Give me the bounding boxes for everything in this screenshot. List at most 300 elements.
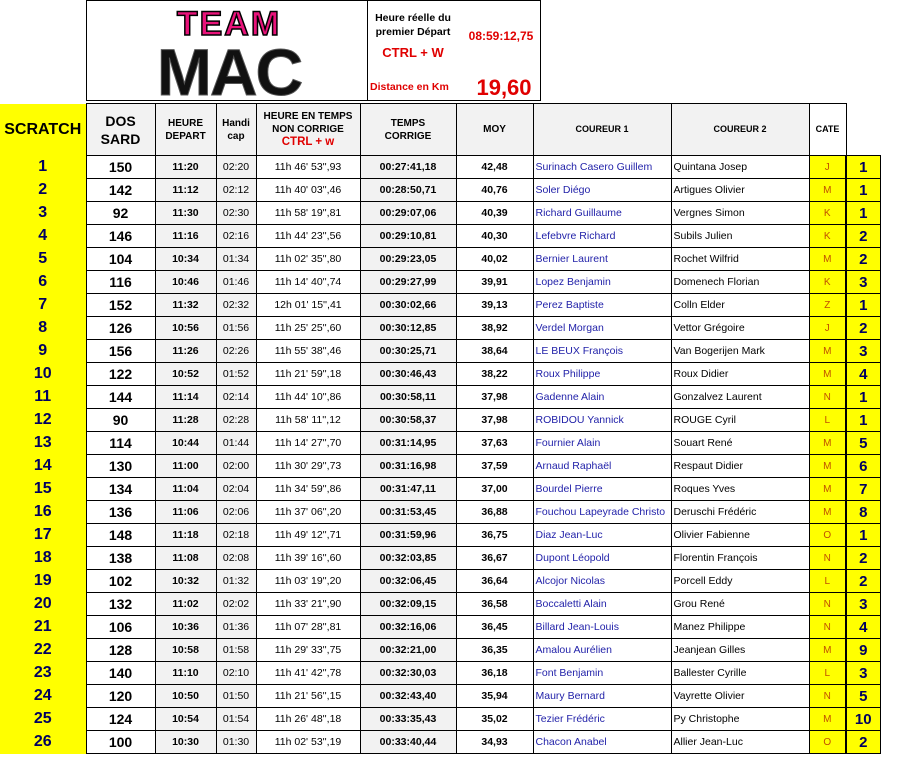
heure-depart-cell: 11:08 [155,547,216,570]
temps-corrige-cell: 00:27:41,18 [360,156,456,179]
coureur-1-cell: Bourdel Pierre [533,478,671,501]
scratch-rank-cell: 14 [0,455,86,478]
coureur-2-cell: Deruschi Frédéric [671,501,809,524]
scratch-rank-cell: 17 [0,524,86,547]
categorie-cell: J [809,317,846,340]
categorie-cell: K [809,271,846,294]
temps-corrige-cell: 00:32:21,00 [360,639,456,662]
categorie-cell: K [809,202,846,225]
temps-non-corrige-cell: 11h 07' 28'',81 [256,616,360,639]
temps-non-corrige-cell: 11h 44' 10'',86 [256,386,360,409]
dossard-cell: 122 [86,363,155,386]
temps-corrige-cell: 00:31:59,96 [360,524,456,547]
categorie-cell: M [809,478,846,501]
category-rank-cell: 4 [846,616,880,639]
coureur-2-cell: Florentin François [671,547,809,570]
temps-non-corrige-cell: 11h 25' 25'',60 [256,317,360,340]
temps-non-corrige-cell: 11h 40' 03'',46 [256,179,360,202]
table-row [0,708,880,731]
coureur-2-cell: Rochet Wilfrid [671,248,809,271]
scratch-rank-cell: 4 [0,225,86,248]
handicap-cell: 02:30 [216,202,256,225]
heure-depart-cell: 10:32 [155,570,216,593]
coureur-1-cell: Font Benjamin [533,662,671,685]
heure-depart-cell: 10:50 [155,685,216,708]
temps-corrige-cell: 00:32:16,06 [360,616,456,639]
heure-depart-cell: 11:04 [155,478,216,501]
scratch-rank-cell: 21 [0,616,86,639]
scratch-rank-cell: 20 [0,593,86,616]
temps-corrige-cell: 00:33:35,43 [360,708,456,731]
coureur-1-cell: Roux Philippe [533,363,671,386]
ctrl-w-label: CTRL + W [382,45,444,60]
category-rank-cell: 2 [846,547,880,570]
scratch-rank-cell: 15 [0,478,86,501]
heure-depart-cell: 10:56 [155,317,216,340]
coureur-1-cell: Lopez Benjamin [533,271,671,294]
table-row [0,156,880,179]
race-info-box [368,0,541,101]
coureur-2-cell: Subils Julien [671,225,809,248]
heure-depart-cell: 11:26 [155,340,216,363]
coureur-1-cell: Chacon Anabel [533,731,671,754]
col-header-heure-depart: HEURE DEPART [155,104,216,156]
coureur-1-cell: Billard Jean-Louis [533,616,671,639]
table-row [0,524,880,547]
temps-corrige-cell: 00:31:16,98 [360,455,456,478]
categorie-cell: O [809,731,846,754]
category-rank-cell: 3 [846,271,880,294]
coureur-1-cell: Lefebvre Richard [533,225,671,248]
scratch-rank-cell: 11 [0,386,86,409]
handicap-cell: 01:56 [216,317,256,340]
handicap-cell: 01:36 [216,616,256,639]
categorie-cell: Z [809,294,846,317]
heure-depart-cell: 10:36 [155,616,216,639]
temps-non-corrige-cell: 11h 39' 16'',60 [256,547,360,570]
distance-value: 19,60 [476,75,532,100]
handicap-cell: 02:00 [216,455,256,478]
temps-non-corrige-cell: 11h 44' 23'',56 [256,225,360,248]
category-rank-cell: 3 [846,340,880,363]
handicap-cell: 02:06 [216,501,256,524]
moyenne-cell: 39,13 [456,294,533,317]
coureur-2-cell: Vettor Grégoire [671,317,809,340]
scratch-rank-cell: 16 [0,501,86,524]
moyenne-cell: 40,76 [456,179,533,202]
temps-non-corrige-cell: 11h 30' 29'',73 [256,455,360,478]
dossard-cell: 104 [86,248,155,271]
heure-depart-cell: 11:02 [155,593,216,616]
moyenne-cell: 36,18 [456,662,533,685]
table-row [0,271,880,294]
table-row [0,409,880,432]
temps-non-corrige-cell: 11h 21' 59'',18 [256,363,360,386]
first-start-value: 08:59:12,75 [468,29,534,43]
coureur-1-cell: Fouchou Lapeyrade Christo [533,501,671,524]
categorie-cell: M [809,179,846,202]
temps-non-corrige-cell: 11h 33' 21'',90 [256,593,360,616]
category-rank-cell: 1 [846,409,880,432]
categorie-cell: M [809,501,846,524]
handicap-cell: 02:08 [216,547,256,570]
category-rank-cell: 4 [846,363,880,386]
coureur-1-cell: Gadenne Alain [533,386,671,409]
scratch-rank-cell: 23 [0,662,86,685]
handicap-cell: 01:58 [216,639,256,662]
dossard-cell: 128 [86,639,155,662]
temps-corrige-cell: 00:32:09,15 [360,593,456,616]
categorie-cell: N [809,547,846,570]
temps-corrige-cell: 00:32:06,45 [360,570,456,593]
coureur-1-cell: Surinach Casero Guillem [533,156,671,179]
moyenne-cell: 36,45 [456,616,533,639]
scratch-rank-cell: 6 [0,271,86,294]
categorie-cell: N [809,386,846,409]
temps-non-corrige-cell: 11h 14' 27'',70 [256,432,360,455]
scratch-rank-cell: 25 [0,708,86,731]
coureur-2-cell: Ballester Cyrille [671,662,809,685]
coureur-2-cell: Manez Philippe [671,616,809,639]
table-row [0,248,880,271]
temps-corrige-cell: 00:32:43,40 [360,685,456,708]
temps-corrige-cell: 00:29:23,05 [360,248,456,271]
scratch-rank-cell: 13 [0,432,86,455]
category-rank-cell: 6 [846,455,880,478]
coureur-1-cell: Maury Bernard [533,685,671,708]
table-row [0,432,880,455]
handicap-cell: 01:52 [216,363,256,386]
heure-depart-cell: 10:52 [155,363,216,386]
table-row [0,179,880,202]
temps-non-corrige-cell: 11h 49' 12'',71 [256,524,360,547]
moyenne-cell: 36,75 [456,524,533,547]
coureur-2-cell: Colln Elder [671,294,809,317]
moyenne-cell: 36,67 [456,547,533,570]
temps-non-corrige-cell: 12h 01' 15'',41 [256,294,360,317]
heure-depart-cell: 11:14 [155,386,216,409]
first-start-label: Heure réelle du premier Départ [375,12,451,38]
category-rank-cell: 2 [846,731,880,754]
handicap-cell: 02:28 [216,409,256,432]
moyenne-cell: 42,48 [456,156,533,179]
coureur-2-cell: Porcell Eddy [671,570,809,593]
col-header-dossard: DOS SARD [86,104,155,156]
temps-corrige-cell: 00:30:58,37 [360,409,456,432]
dossard-cell: 90 [86,409,155,432]
heure-depart-cell: 10:54 [155,708,216,731]
handicap-cell: 01:50 [216,685,256,708]
table-row [0,340,880,363]
dossard-cell: 132 [86,593,155,616]
category-rank-cell: 1 [846,202,880,225]
handicap-cell: 02:32 [216,294,256,317]
scratch-rank-cell: 22 [0,639,86,662]
temps-corrige-cell: 00:32:30,03 [360,662,456,685]
category-rank-cell: 1 [846,524,880,547]
table-row [0,317,880,340]
temps-corrige-cell: 00:31:53,45 [360,501,456,524]
heure-depart-cell: 11:30 [155,202,216,225]
heure-depart-cell: 11:06 [155,501,216,524]
dossard-cell: 150 [86,156,155,179]
category-rank-cell: 9 [846,639,880,662]
temps-corrige-cell: 00:33:40,44 [360,731,456,754]
moyenne-cell: 37,63 [456,432,533,455]
temps-corrige-cell: 00:29:10,81 [360,225,456,248]
moyenne-cell: 38,64 [456,340,533,363]
dossard-cell: 102 [86,570,155,593]
handicap-cell: 01:46 [216,271,256,294]
moyenne-cell: 38,92 [456,317,533,340]
temps-non-corrige-cell: 11h 58' 11'',12 [256,409,360,432]
header [0,0,900,103]
scratch-rank-cell: 7 [0,294,86,317]
temps-non-corrige-cell: 11h 41' 42'',78 [256,662,360,685]
logo-graphic [111,5,347,98]
dossard-cell: 136 [86,501,155,524]
dossard-cell: 130 [86,455,155,478]
coureur-2-cell: Domenech Florian [671,271,809,294]
coureur-2-cell: Olivier Fabienne [671,524,809,547]
col-header-temps-corrige: TEMPS CORRIGE [360,104,456,156]
scratch-rank-cell: 19 [0,570,86,593]
temps-corrige-cell: 00:29:07,06 [360,202,456,225]
coureur-2-cell: Roques Yves [671,478,809,501]
coureur-1-cell: Verdel Morgan [533,317,671,340]
table-row [0,202,880,225]
dossard-cell: 152 [86,294,155,317]
heure-depart-cell: 11:28 [155,409,216,432]
category-rank-cell: 2 [846,225,880,248]
categorie-cell: J [809,156,846,179]
category-rank-cell: 2 [846,570,880,593]
dossard-cell: 142 [86,179,155,202]
coureur-1-cell: Perez Baptiste [533,294,671,317]
coureur-2-cell: Grou René [671,593,809,616]
results-table [0,103,881,754]
coureur-1-cell: Soler Diégo [533,179,671,202]
moyenne-cell: 40,02 [456,248,533,271]
coureur-1-cell: Boccaletti Alain [533,593,671,616]
category-rank-cell: 1 [846,179,880,202]
coureur-1-cell: Dupont Léopold [533,547,671,570]
dossard-cell: 124 [86,708,155,731]
handicap-cell: 02:04 [216,478,256,501]
handicap-cell: 02:16 [216,225,256,248]
moyenne-cell: 36,64 [456,570,533,593]
temps-non-corrige-cell: 11h 26' 48'',18 [256,708,360,731]
table-row [0,639,880,662]
category-rank-cell: 5 [846,685,880,708]
coureur-2-cell: Vergnes Simon [671,202,809,225]
coureur-1-cell: Fournier Alain [533,432,671,455]
table-row [0,570,880,593]
temps-non-corrige-cell: 11h 55' 38'',46 [256,340,360,363]
scratch-rank-cell: 12 [0,409,86,432]
handicap-cell: 01:44 [216,432,256,455]
category-rank-cell: 1 [846,156,880,179]
scratch-rank-cell: 18 [0,547,86,570]
coureur-1-cell: Tezier Frédéric [533,708,671,731]
scratch-rank-cell: 26 [0,731,86,754]
temps-non-corrige-cell: 11h 02' 53'',19 [256,731,360,754]
coureur-1-cell: Diaz Jean-Luc [533,524,671,547]
coureur-2-cell: Respaut Didier [671,455,809,478]
col-header-coureur-1: COUREUR 1 [533,104,671,156]
table-row [0,386,880,409]
heure-depart-cell: 10:34 [155,248,216,271]
temps-non-corrige-cell: 11h 02' 35'',80 [256,248,360,271]
table-header-row [0,104,880,156]
handicap-cell: 01:34 [216,248,256,271]
temps-non-corrige-cell: 11h 46' 53'',93 [256,156,360,179]
table-row [0,547,880,570]
temps-non-corrige-cell: 11h 03' 19'',20 [256,570,360,593]
scratch-rank-cell: 8 [0,317,86,340]
temps-non-corrige-cell: 11h 34' 59'',86 [256,478,360,501]
dossard-cell: 92 [86,202,155,225]
table-row [0,616,880,639]
dossard-cell: 140 [86,662,155,685]
moyenne-cell: 36,35 [456,639,533,662]
moyenne-cell: 34,93 [456,731,533,754]
dossard-cell: 114 [86,432,155,455]
temps-corrige-cell: 00:28:50,71 [360,179,456,202]
dossard-cell: 106 [86,616,155,639]
temps-corrige-cell: 00:30:46,43 [360,363,456,386]
dossard-cell: 146 [86,225,155,248]
temps-corrige-cell: 00:30:12,85 [360,317,456,340]
category-rank-cell: 2 [846,248,880,271]
coureur-1-cell: Arnaud Raphaël [533,455,671,478]
moyenne-cell: 36,58 [456,593,533,616]
handicap-cell: 02:10 [216,662,256,685]
categorie-cell: N [809,616,846,639]
moyenne-cell: 35,94 [456,685,533,708]
heure-depart-cell: 11:32 [155,294,216,317]
dossard-cell: 134 [86,478,155,501]
handicap-cell: 02:20 [216,156,256,179]
scratch-rank-cell: 5 [0,248,86,271]
moyenne-cell: 37,98 [456,386,533,409]
categorie-cell: M [809,455,846,478]
temps-corrige-cell: 00:31:14,95 [360,432,456,455]
coureur-1-cell: Richard Guillaume [533,202,671,225]
moyenne-cell: 40,30 [456,225,533,248]
dossard-cell: 144 [86,386,155,409]
categorie-cell: M [809,639,846,662]
results-body [0,156,880,754]
dossard-cell: 120 [86,685,155,708]
category-rank-cell: 3 [846,662,880,685]
temps-non-corrige-cell: 11h 14' 40'',74 [256,271,360,294]
heure-depart-cell: 11:18 [155,524,216,547]
coureur-2-cell: Py Christophe [671,708,809,731]
categorie-cell: L [809,662,846,685]
temps-non-corrige-cell: 11h 29' 33'',75 [256,639,360,662]
coureur-2-cell: Souart René [671,432,809,455]
moyenne-cell: 36,88 [456,501,533,524]
categorie-cell: M [809,363,846,386]
col-header-moyenne: MOY [456,104,533,156]
categorie-cell: M [809,340,846,363]
distance-label: Distance en Km [370,81,449,93]
temps-corrige-cell: 00:32:03,85 [360,547,456,570]
coureur-2-cell: Roux Didier [671,363,809,386]
table-row [0,662,880,685]
heure-depart-cell: 11:10 [155,662,216,685]
heure-depart-cell: 11:12 [155,179,216,202]
table-row [0,501,880,524]
col-header-rank-blank [846,104,880,156]
coureur-2-cell: Allier Jean-Luc [671,731,809,754]
temps-non-corrige-cell: 11h 58' 19'',81 [256,202,360,225]
heure-depart-cell: 11:00 [155,455,216,478]
logo-mac-text: MAC [156,35,302,98]
col-header-scratch: SCRATCH [0,104,86,156]
temps-corrige-cell: 00:30:25,71 [360,340,456,363]
handicap-cell: 01:32 [216,570,256,593]
dossard-cell: 116 [86,271,155,294]
categorie-cell: K [809,225,846,248]
moyenne-cell: 35,02 [456,708,533,731]
heure-depart-cell: 11:16 [155,225,216,248]
categorie-cell: M [809,708,846,731]
handicap-cell: 02:18 [216,524,256,547]
moyenne-cell: 38,22 [456,363,533,386]
col-header-categorie: CATE [809,104,846,156]
heure-depart-cell: 10:58 [155,639,216,662]
team-mac-logo [86,0,368,101]
coureur-2-cell: ROUGE Cyril [671,409,809,432]
dossard-cell: 138 [86,547,155,570]
dossard-cell: 126 [86,317,155,340]
handicap-cell: 02:26 [216,340,256,363]
category-rank-cell: 5 [846,432,880,455]
temps-non-corrige-cell: 11h 37' 06'',20 [256,501,360,524]
logo-team-text: TEAM [176,5,282,43]
scratch-rank-cell: 9 [0,340,86,363]
category-rank-cell: 1 [846,294,880,317]
categorie-cell: N [809,593,846,616]
handicap-cell: 02:02 [216,593,256,616]
coureur-2-cell: Gonzalvez Laurent [671,386,809,409]
dossard-cell: 148 [86,524,155,547]
scratch-rank-cell: 10 [0,363,86,386]
temps-non-corrige-cell: 11h 21' 56'',15 [256,685,360,708]
coureur-2-cell: Quintana Josep [671,156,809,179]
handicap-cell: 02:12 [216,179,256,202]
col-header-temps-non-corrige: HEURE EN TEMPS NON CORRIGE CTRL + w [256,104,360,156]
scratch-rank-cell: 2 [0,179,86,202]
table-row [0,478,880,501]
col-header-handicap: Handi cap [216,104,256,156]
coureur-2-cell: Vayrette Olivier [671,685,809,708]
scratch-rank-cell: 3 [0,202,86,225]
heure-depart-cell: 10:44 [155,432,216,455]
table-row [0,685,880,708]
category-rank-cell: 7 [846,478,880,501]
coureur-2-cell: Van Bogerijen Mark [671,340,809,363]
category-rank-cell: 2 [846,317,880,340]
moyenne-cell: 40,39 [456,202,533,225]
category-rank-cell: 3 [846,593,880,616]
table-row [0,294,880,317]
heure-depart-cell: 11:20 [155,156,216,179]
table-row [0,593,880,616]
categorie-cell: N [809,685,846,708]
